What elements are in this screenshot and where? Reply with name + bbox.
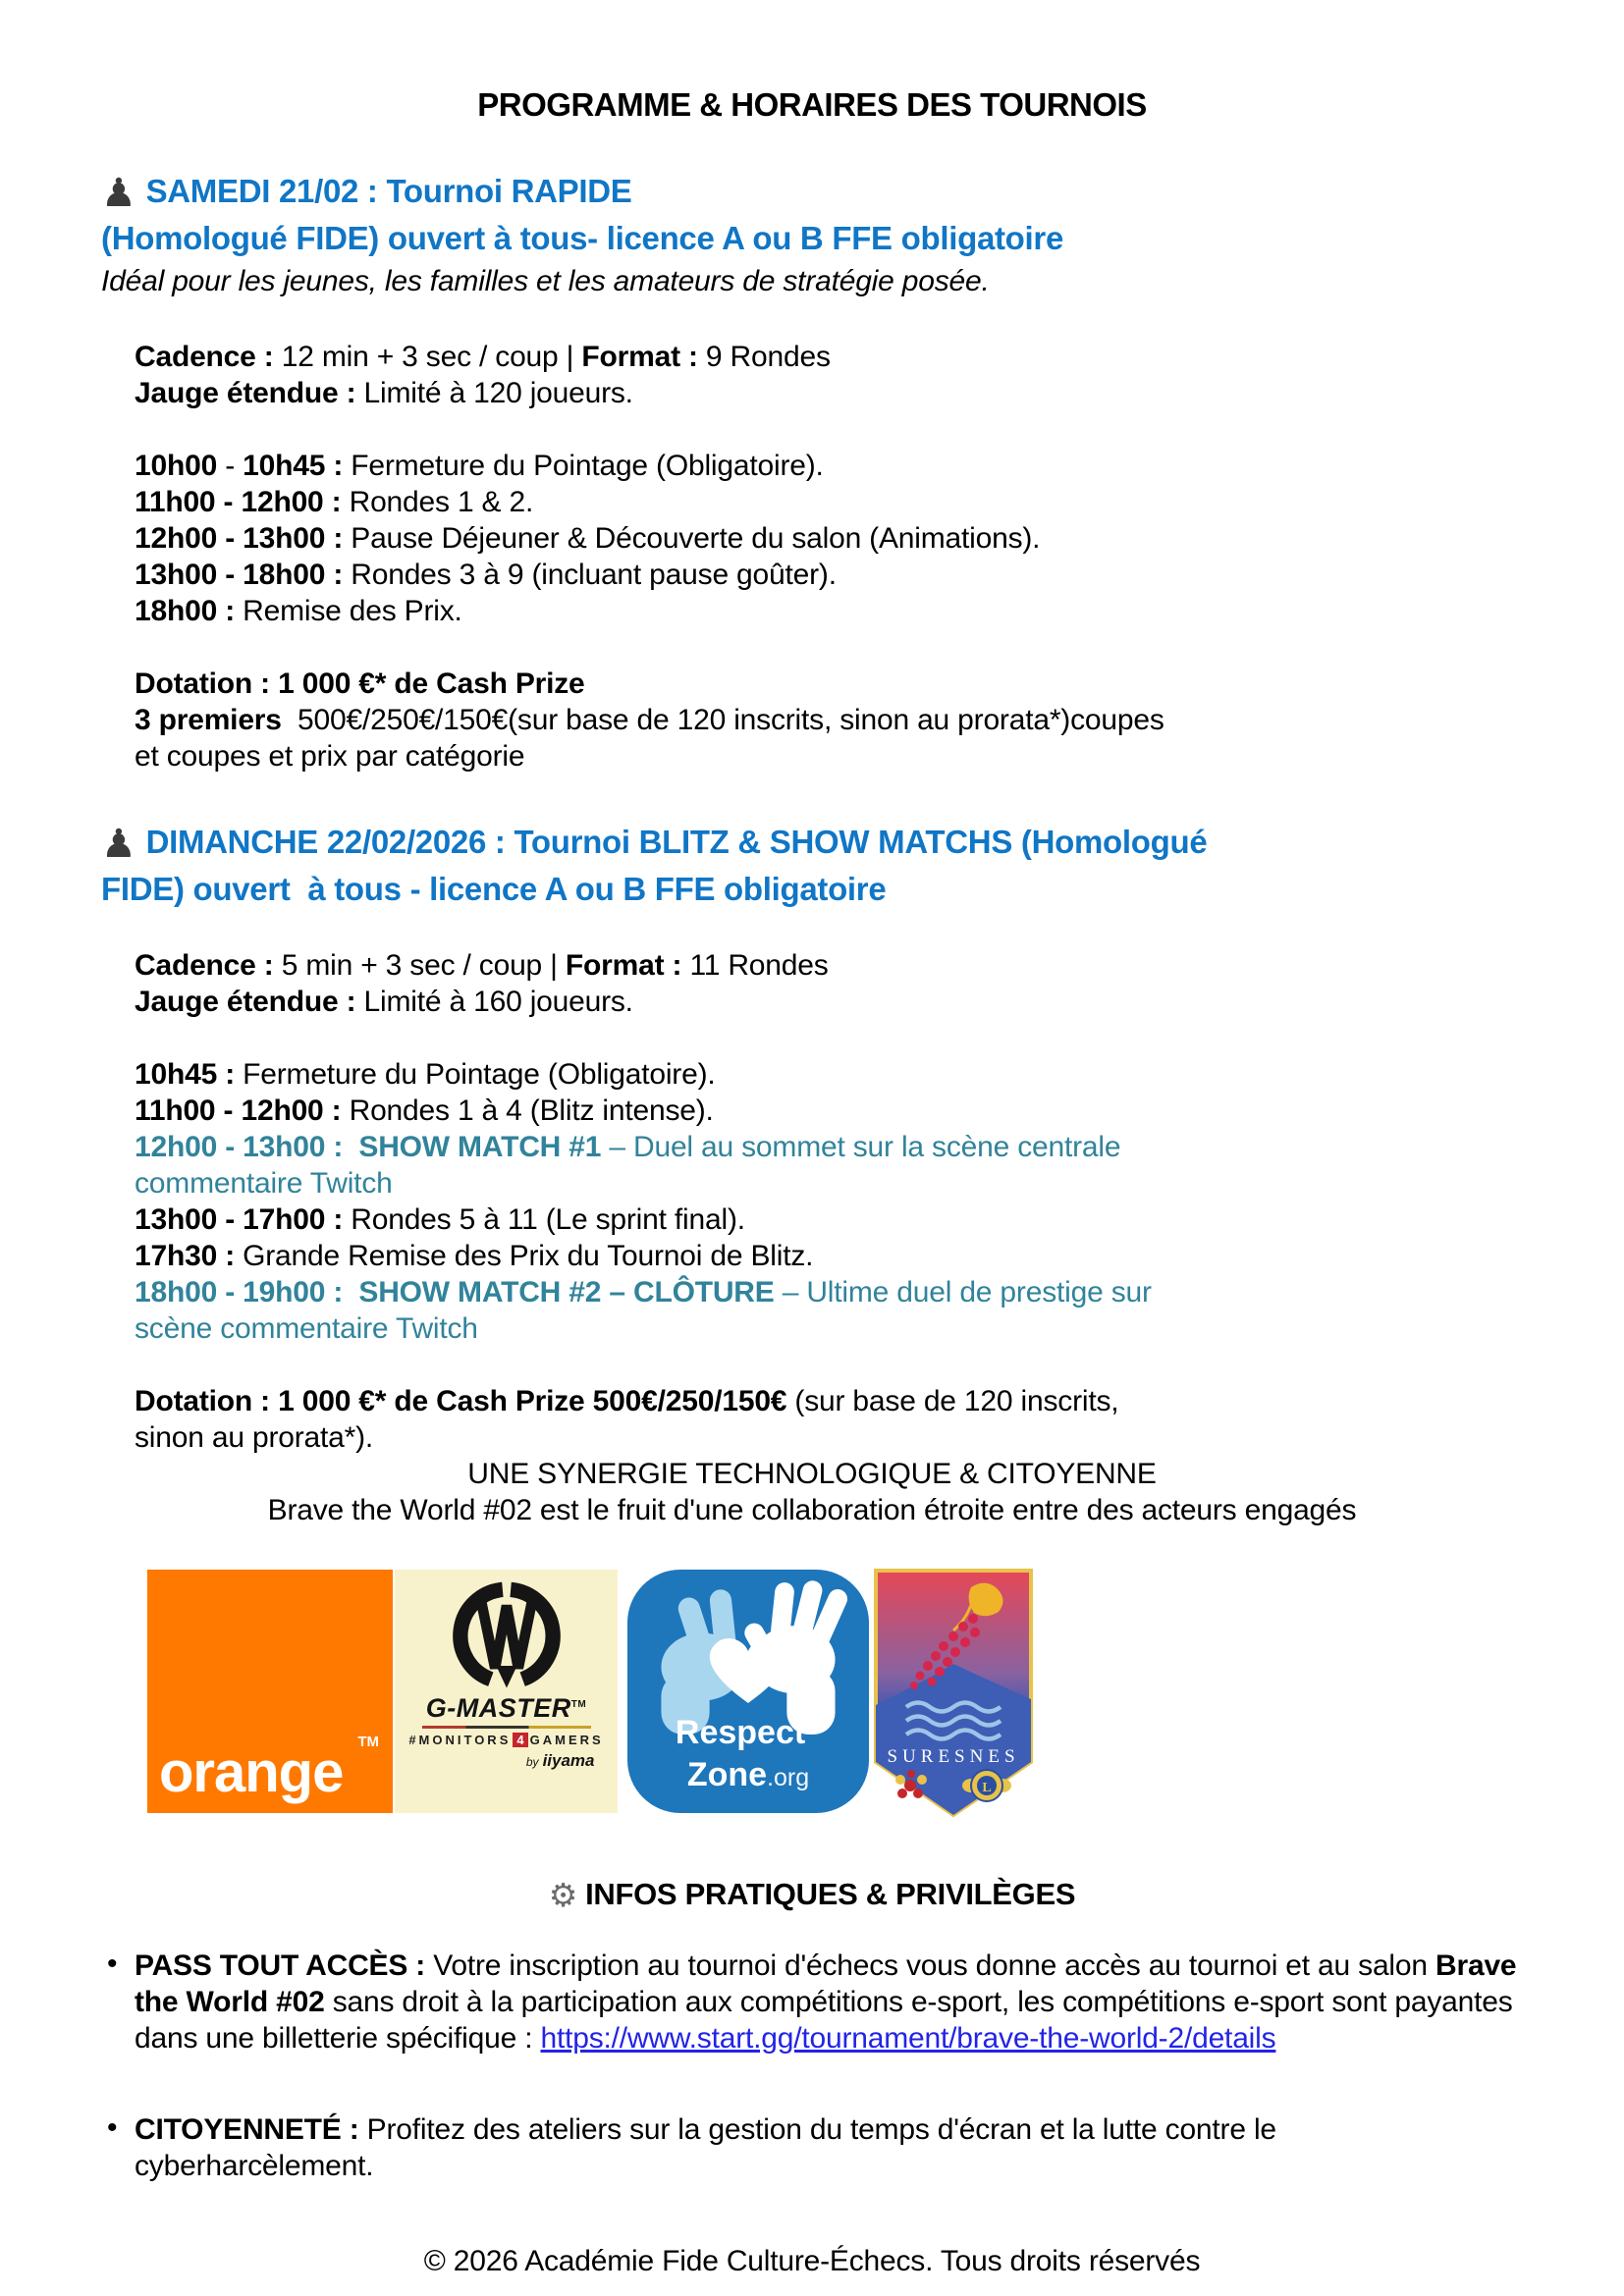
dotation-headline: Dotation : 1 000 €* de Cash Prize 500€/250/150€ (sur base de 120 inscrits, [135,1385,1119,1417]
pass-label: PASS TOUT ACCÈS : [135,1949,426,1982]
cadence-line [135,339,1523,375]
svg-text:L: L [982,1781,992,1795]
suresnes-crest-icon [873,1568,1034,1819]
partner-logos-row [147,1570,1523,1813]
dimanche-title: DIMANCHE 22/02/2026 : Tournoi BLITZ & SHOW MATCHS (Homologué [145,824,1208,860]
samedi-title: SAMEDI 21/02 : Tournoi RAPIDE [145,173,632,209]
jauge-line [135,375,1523,411]
bullet-pass-tout-acces: • PASS TOUT ACCÈS : Votre inscription au tournoi d'échecs vous donne accès au tournoi et au salon Brave the World #02 sans droit à la participation aux compétitions e-sport, les compétitions e-sport sont payantes dans une billetterie spécifique : https://www.start.gg/tournament/brave-the-world-2/details [107,1948,1525,2055]
dimanche-heading-line2: FIDE) ouvert à tous - licence A ou B FFE obligatoire [101,871,887,907]
cadence-value: 5 min + 3 sec / coup | [273,949,566,982]
samedi-dotation [135,666,1523,774]
format-label: Format : [581,341,698,373]
gmaster-byline: by iiyama [525,1751,595,1770]
dotation-headline: Dotation : 1 000 €* de Cash Prize [135,667,585,700]
gmaster-wordmark: G-MASTER™ [425,1693,587,1723]
gmaster-crest-icon [449,1575,565,1691]
section-samedi [101,169,1523,774]
dotation-cont: sinon au prorata*). [135,1421,374,1454]
infos-title-row [101,1876,1523,1914]
schedule-row-show-match-1-cont: commentaire Twitch [135,1167,393,1200]
jauge-value: Limité à 120 joueurs. [355,377,633,409]
samedi-heading-line2: (Homologué FIDE) ouvert à tous- licence A ou B FFE obligatoire [101,220,1064,256]
schedule-row: 11h00 - 12h00 : Rondes 1 à 4 (Blitz intense). [135,1095,714,1127]
samedi-tagline: Idéal pour les jeunes, les familles et les amateurs de stratégie posée. [101,265,990,297]
format-value: 11 Rondes [681,949,829,982]
respect-zone-wordmark: Respect™ Zone.org [675,1714,822,1793]
schedule-row: 13h00 - 18h00 : Rondes 3 à 9 (incluant pause goûter). [135,559,837,591]
schedule-row-show-match-1: 12h00 - 13h00 : SHOW MATCH #1 – Duel au sommet sur la scène centrale [135,1131,1121,1163]
event-name: Brave the World #02 [135,1949,1525,2018]
samedi-cadence-block [135,339,1523,411]
synergy-block [101,1456,1523,1528]
synergy-subtitle: Brave the World #02 est le fruit d'une collaboration étroite entre des acteurs engagés [267,1494,1357,1526]
orange-logo [147,1570,393,1813]
schedule-row-show-match-2: 18h00 - 19h00 : SHOW MATCH #2 – CLÔTURE – Ultime duel de prestige sur [135,1276,1152,1308]
format-label: Format : [565,949,682,982]
schedule-row: 12h00 - 13h00 : Pause Déjeuner & Découverte du salon (Animations). [135,522,1041,555]
bullet-citoyennete: • CITOYENNETÉ : Profitez des ateliers sur la gestion du temps d'écran et la lutte contre le cyberharcèlement. [107,2111,1285,2182]
samedi-heading-line1 [101,169,1523,216]
respect-tm-mark: TM [805,1721,822,1733]
orange-wordmark: orange [159,1740,344,1804]
schedule-row: 13h00 - 17h00 : Rondes 5 à 11 (Le sprint final). [135,1203,745,1236]
chess-pawn-icon: ♟ [101,171,136,216]
jauge-line [135,984,1523,1020]
gmaster-tagline: #MONITORS 4 GAMERS [408,1733,604,1747]
dotation-detail-cont: et coupes et prix par catégorie [135,740,525,773]
schedule-row: 17h30 : Grande Remise des Prix du Tournoi de Blitz. [135,1240,814,1272]
dimanche-schedule [135,1056,1523,1347]
gmaster-logo [395,1570,618,1813]
cadence-value: 12 min + 3 sec / coup | [273,341,582,373]
dimanche-heading-line1 [101,820,1523,867]
samedi-schedule [135,448,1523,629]
orange-tm-mark: TM [357,1734,379,1750]
jauge-value: Limité à 160 joueurs. [355,986,633,1018]
schedule-row: 10h00 - 10h45 : Fermeture du Pointage (Obligatoire). [135,450,824,482]
cadence-line [135,947,1523,984]
gear-icon: ⚙ [548,1876,578,1914]
infos-bullet-list [101,1948,1523,2184]
gmaster-divider [422,1726,591,1729]
bullet-icon: • [107,2111,118,2144]
chess-pawn-icon: ♟ [101,822,136,867]
suresnes-crest-logo [873,1568,1034,1819]
section-dimanche [101,820,1523,1456]
schedule-row-show-match-2-cont: scène commentaire Twitch [135,1312,478,1345]
schedule-row: 10h45 : Fermeture du Pointage (Obligatoire). [135,1058,716,1091]
cadence-label: Cadence : [135,949,274,982]
infos-title: INFOS PRATIQUES & PRIVILÈGES [585,1877,1076,1911]
ticketing-link[interactable]: https://www.start.gg/tournament/brave-the-world-2/details [540,2022,1276,2055]
suresnes-wordmark: SURESNES [887,1746,1020,1767]
jauge-label: Jauge étendue : [135,377,356,409]
gmaster-tm-mark: TM [570,1699,587,1710]
respect-zone-logo [627,1570,869,1813]
gmaster-four-badge: 4 [513,1733,527,1747]
dimanche-dotation [135,1383,1523,1456]
page-title: PROGRAMME & HORAIRES DES TOURNOIS [477,86,1147,123]
format-value: 9 Rondes [697,341,831,373]
copyright-footer: © 2026 Académie Fide Culture-Échecs. Tous droits réservés [423,2245,1201,2277]
citoyennete-label: CITOYENNETÉ : [135,2113,359,2146]
dimanche-cadence-block [135,947,1523,1020]
jauge-label: Jauge étendue : [135,986,356,1018]
iiyama-wordmark: iiyama [542,1751,595,1770]
synergy-title: UNE SYNERGIE TECHNOLOGIQUE & CITOYENNE [467,1458,1157,1490]
dotation-detail: 3 premiers 500€/250€/150€(sur base de 120 inscrits, sinon au prorata*)coupes [135,704,1164,736]
schedule-row: 11h00 - 12h00 : Rondes 1 & 2. [135,486,534,518]
schedule-row: 18h00 : Remise des Prix. [135,595,462,627]
bullet-icon: • [107,1948,118,1980]
cadence-label: Cadence : [135,341,274,373]
